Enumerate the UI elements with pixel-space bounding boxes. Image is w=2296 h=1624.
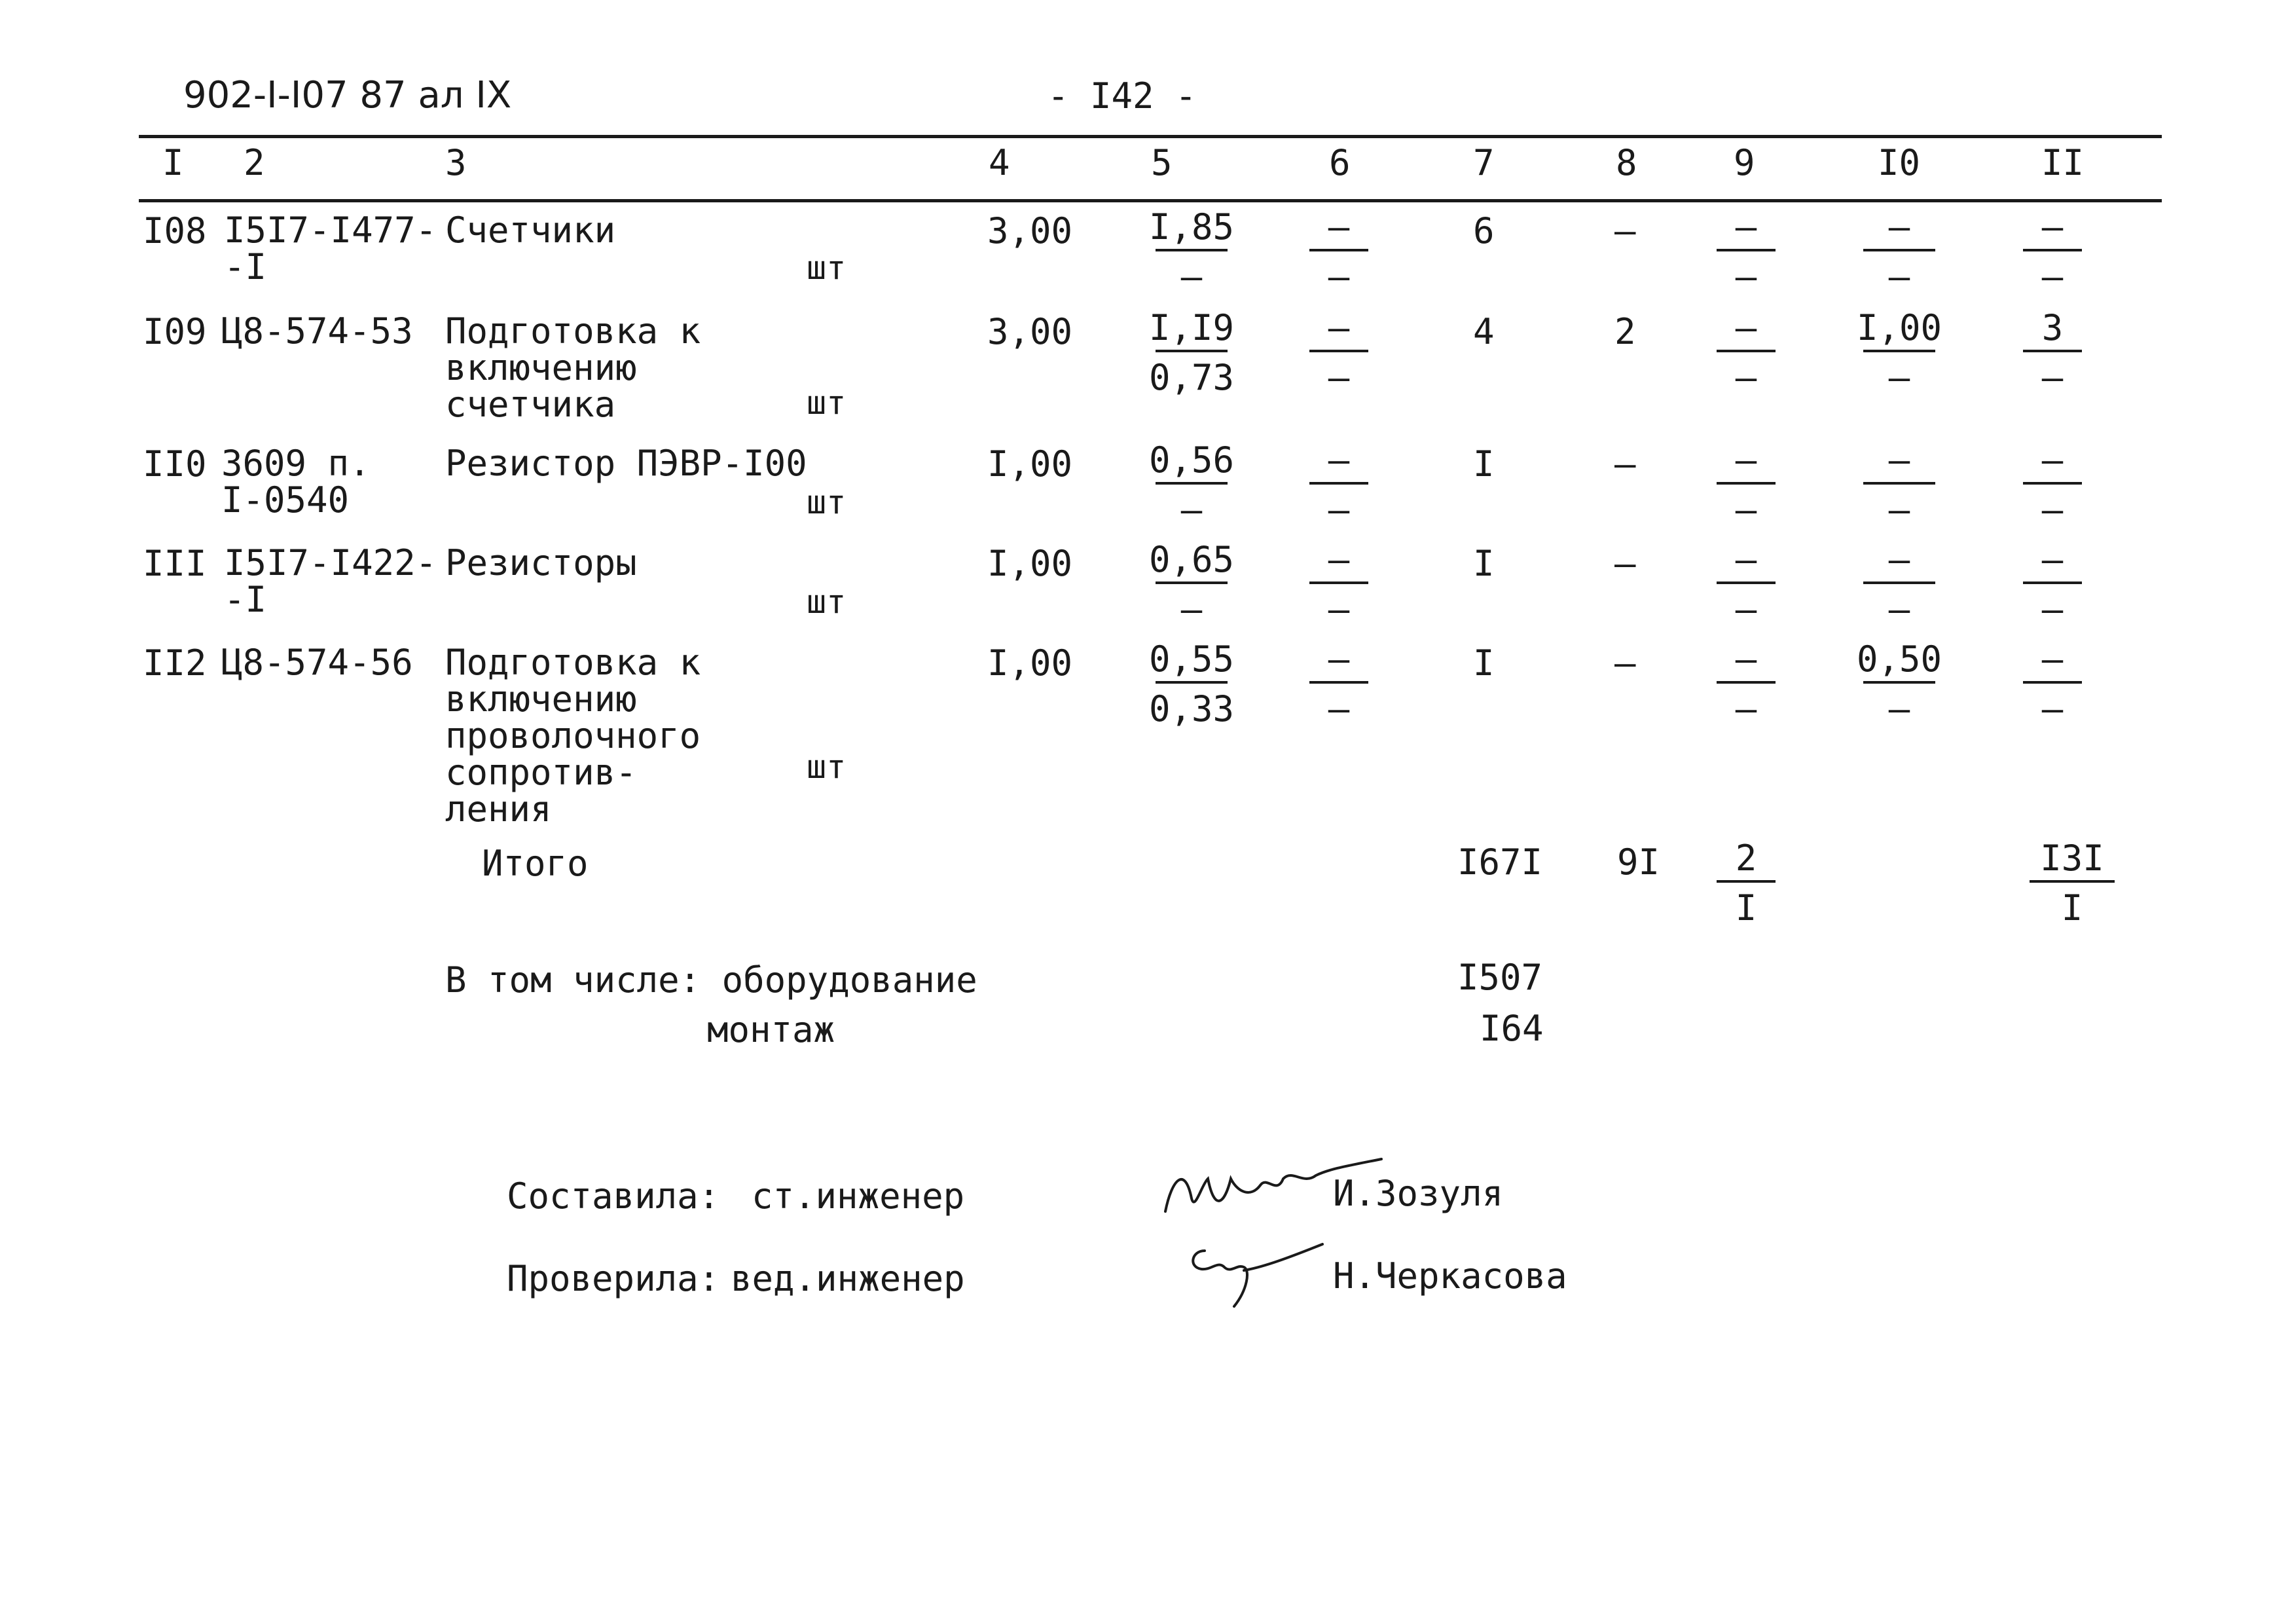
totals-label: Итого bbox=[482, 843, 589, 884]
col10-bottom: – bbox=[1888, 688, 1910, 729]
row-code: I5I7-I477- -I bbox=[224, 210, 437, 287]
row-name: Подготовка к включению счетчика bbox=[445, 310, 701, 425]
totals-col7: I67I bbox=[1457, 841, 1543, 883]
fraction-bar bbox=[1863, 681, 1935, 684]
row-col8: – bbox=[1614, 443, 1636, 485]
fraction-bar bbox=[1717, 350, 1776, 352]
row-col5 bbox=[1149, 640, 1234, 728]
row-name: Резистор ПЭВР-I00 bbox=[445, 443, 807, 484]
row-col11 bbox=[2016, 640, 2088, 728]
row-col4: I,00 bbox=[987, 543, 1073, 584]
totals-col11 bbox=[2023, 840, 2121, 927]
col-header-4: 4 bbox=[989, 142, 1010, 183]
row-col7: 4 bbox=[1473, 311, 1495, 352]
fraction-bar bbox=[2023, 482, 2082, 485]
fraction-bar bbox=[1156, 482, 1228, 485]
col9-top: – bbox=[1735, 638, 1757, 680]
row-number: II0 bbox=[143, 443, 207, 485]
col9-bottom: – bbox=[1735, 489, 1757, 530]
row-col5 bbox=[1149, 441, 1234, 529]
fraction-bar bbox=[1309, 482, 1368, 485]
col9-top: – bbox=[1735, 539, 1757, 580]
col11-top: – bbox=[2041, 638, 2064, 680]
fraction-bar bbox=[1156, 249, 1228, 251]
col11-top: 3 bbox=[2041, 307, 2064, 348]
col9-top: – bbox=[1735, 439, 1757, 481]
row-col7: 6 bbox=[1473, 210, 1495, 251]
header-bottom-rule bbox=[139, 199, 2162, 202]
row-col9 bbox=[1710, 208, 1782, 296]
fraction-bar bbox=[1717, 681, 1776, 684]
fraction-bar bbox=[1156, 350, 1228, 352]
col6-top: – bbox=[1328, 307, 1350, 348]
fraction-bar bbox=[1309, 249, 1368, 251]
col10-top: – bbox=[1888, 439, 1910, 481]
fraction-bar bbox=[1309, 350, 1368, 352]
checked-label: Проверила: bbox=[507, 1258, 720, 1299]
col-header-1: I bbox=[162, 142, 184, 183]
col10-bottom: – bbox=[1888, 489, 1910, 530]
fraction-bar bbox=[2023, 681, 2082, 684]
col5-bottom: – bbox=[1180, 256, 1203, 297]
row-col8: – bbox=[1614, 543, 1636, 584]
row-col4: 3,00 bbox=[987, 311, 1073, 352]
checked-name: Н.Черкасова bbox=[1333, 1255, 1567, 1297]
row-col6 bbox=[1303, 541, 1375, 629]
fraction-bar bbox=[1309, 581, 1368, 584]
row-col4: 3,00 bbox=[987, 210, 1073, 251]
row-code: I5I7-I422- -I bbox=[224, 542, 437, 620]
col5-top: I,I9 bbox=[1149, 307, 1235, 348]
col11-bottom: – bbox=[2041, 256, 2064, 297]
col-header-9: 9 bbox=[1734, 142, 1755, 183]
col6-bottom: – bbox=[1328, 589, 1350, 630]
col9-top: – bbox=[1735, 307, 1757, 348]
row-name: Подготовка к включению проволочного сопротив- ления bbox=[445, 642, 701, 830]
row-number: I08 bbox=[143, 210, 207, 251]
col6-bottom: – bbox=[1328, 489, 1350, 530]
row-col8: – bbox=[1614, 642, 1636, 684]
row-col10 bbox=[1857, 640, 1942, 728]
col11-bottom: – bbox=[2041, 589, 2064, 630]
col11-top: – bbox=[2041, 439, 2064, 481]
fraction-bar bbox=[1863, 350, 1935, 352]
fraction-bar bbox=[1156, 581, 1228, 584]
header-top-rule bbox=[139, 135, 2162, 138]
row-col7: I bbox=[1473, 443, 1495, 485]
fraction-bar bbox=[1717, 482, 1776, 485]
col5-bottom: 0,33 bbox=[1149, 688, 1235, 729]
col6-bottom: – bbox=[1328, 688, 1350, 729]
row-unit: шт bbox=[807, 249, 847, 287]
col11-bottom: – bbox=[2041, 688, 2064, 729]
row-unit: шт bbox=[807, 483, 847, 521]
fraction-bar bbox=[2023, 581, 2082, 584]
row-col9 bbox=[1710, 640, 1782, 728]
row-col7: I bbox=[1473, 543, 1495, 584]
row-col10 bbox=[1857, 541, 1942, 629]
col6-top: – bbox=[1328, 539, 1350, 580]
col11-top: I3I bbox=[2040, 838, 2104, 879]
equipment-value: I507 bbox=[1457, 957, 1543, 998]
fraction-bar bbox=[2030, 880, 2115, 883]
row-number: I09 bbox=[143, 311, 207, 352]
col5-bottom: 0,73 bbox=[1149, 357, 1235, 398]
row-col5 bbox=[1149, 208, 1234, 296]
fraction-bar bbox=[1863, 482, 1935, 485]
col5-bottom: – bbox=[1180, 589, 1203, 630]
fraction-bar bbox=[2023, 350, 2082, 352]
row-col6 bbox=[1303, 208, 1375, 296]
row-col11 bbox=[2016, 541, 2088, 629]
col11-bottom: I bbox=[2061, 887, 2083, 929]
col9-bottom: – bbox=[1735, 688, 1757, 729]
compiled-label: Составила: bbox=[507, 1175, 720, 1217]
col-header-3: 3 bbox=[445, 142, 467, 183]
row-unit: шт bbox=[807, 384, 847, 422]
col-header-5: 5 bbox=[1151, 142, 1173, 183]
col10-top: – bbox=[1888, 206, 1910, 248]
row-col10 bbox=[1857, 309, 1942, 397]
row-name: Резисторы bbox=[445, 542, 637, 583]
checked-signature bbox=[1178, 1231, 1336, 1316]
col-header-10: I0 bbox=[1878, 142, 1921, 183]
installation-label: монтаж bbox=[707, 1009, 835, 1050]
fraction-bar bbox=[2023, 249, 2082, 251]
col11-bottom: – bbox=[2041, 489, 2064, 530]
checked-role: вед.инженер bbox=[731, 1258, 965, 1299]
row-col11 bbox=[2016, 208, 2088, 296]
col10-top: – bbox=[1888, 539, 1910, 580]
col10-bottom: – bbox=[1888, 589, 1910, 630]
row-col11 bbox=[2016, 309, 2088, 397]
fraction-bar bbox=[1309, 681, 1368, 684]
row-code: Ц8-574-56 bbox=[221, 642, 413, 683]
col5-top: 0,65 bbox=[1149, 539, 1235, 580]
row-col6 bbox=[1303, 640, 1375, 728]
col-header-11: II bbox=[2041, 142, 2085, 183]
col10-top: 0,50 bbox=[1857, 638, 1942, 680]
row-col11 bbox=[2016, 441, 2088, 529]
col9-bottom: – bbox=[1735, 357, 1757, 398]
col9-top: – bbox=[1735, 206, 1757, 248]
row-col8: 2 bbox=[1614, 311, 1636, 352]
col-header-7: 7 bbox=[1473, 142, 1495, 183]
row-col8: – bbox=[1614, 210, 1636, 251]
including-label: В том числе: оборудование bbox=[445, 959, 977, 1001]
row-col9 bbox=[1710, 309, 1782, 397]
compiled-name: И.Зозуля bbox=[1333, 1173, 1504, 1214]
fraction-bar bbox=[1717, 249, 1776, 251]
row-col9 bbox=[1710, 541, 1782, 629]
col-header-8: 8 bbox=[1616, 142, 1637, 183]
row-code: Ц8-574-53 bbox=[221, 310, 413, 352]
row-col5 bbox=[1149, 541, 1234, 629]
row-unit: шт bbox=[807, 748, 847, 786]
col6-bottom: – bbox=[1328, 357, 1350, 398]
col-header-6: 6 bbox=[1329, 142, 1351, 183]
installation-value: I64 bbox=[1480, 1008, 1544, 1049]
page-number: - I42 - bbox=[1048, 75, 1197, 117]
col11-top: – bbox=[2041, 539, 2064, 580]
row-col4: I,00 bbox=[987, 642, 1073, 684]
row-col4: I,00 bbox=[987, 443, 1073, 485]
col9-top: 2 bbox=[1735, 838, 1757, 879]
col10-bottom: – bbox=[1888, 256, 1910, 297]
col-header-2: 2 bbox=[244, 142, 265, 183]
signature-scribble-icon bbox=[1178, 1231, 1336, 1316]
col11-bottom: – bbox=[2041, 357, 2064, 398]
row-col10 bbox=[1857, 441, 1942, 529]
row-col10 bbox=[1857, 208, 1942, 296]
totals-col9 bbox=[1710, 840, 1782, 927]
col6-bottom: – bbox=[1328, 256, 1350, 297]
row-col7: I bbox=[1473, 642, 1495, 684]
col6-top: – bbox=[1328, 206, 1350, 248]
row-unit: шт bbox=[807, 583, 847, 621]
col6-top: – bbox=[1328, 638, 1350, 680]
row-col6 bbox=[1303, 441, 1375, 529]
row-number: III bbox=[143, 543, 207, 584]
fraction-bar bbox=[1717, 880, 1776, 883]
row-name: Счетчики bbox=[445, 210, 616, 251]
row-code: 3609 п. I-0540 bbox=[221, 443, 371, 521]
compiled-role: ст.инженер bbox=[752, 1175, 965, 1217]
row-col6 bbox=[1303, 309, 1375, 397]
fraction-bar bbox=[1156, 681, 1228, 684]
col5-top: I,85 bbox=[1149, 206, 1235, 248]
col10-bottom: – bbox=[1888, 357, 1910, 398]
totals-col8: 9I bbox=[1617, 841, 1660, 883]
col5-top: 0,56 bbox=[1149, 439, 1235, 481]
col6-top: – bbox=[1328, 439, 1350, 481]
doc-code: 902-I-I07 87 ал IX bbox=[183, 74, 512, 117]
col9-bottom: – bbox=[1735, 589, 1757, 630]
fraction-bar bbox=[1863, 581, 1935, 584]
col5-bottom: – bbox=[1180, 489, 1203, 530]
row-number: II2 bbox=[143, 642, 207, 684]
col5-top: 0,55 bbox=[1149, 638, 1235, 680]
fraction-bar bbox=[1863, 249, 1935, 251]
col11-top: – bbox=[2041, 206, 2064, 248]
col9-bottom: I bbox=[1735, 887, 1757, 929]
row-col5 bbox=[1149, 309, 1234, 397]
col10-top: I,00 bbox=[1857, 307, 1942, 348]
row-col9 bbox=[1710, 441, 1782, 529]
fraction-bar bbox=[1717, 581, 1776, 584]
col9-bottom: – bbox=[1735, 256, 1757, 297]
